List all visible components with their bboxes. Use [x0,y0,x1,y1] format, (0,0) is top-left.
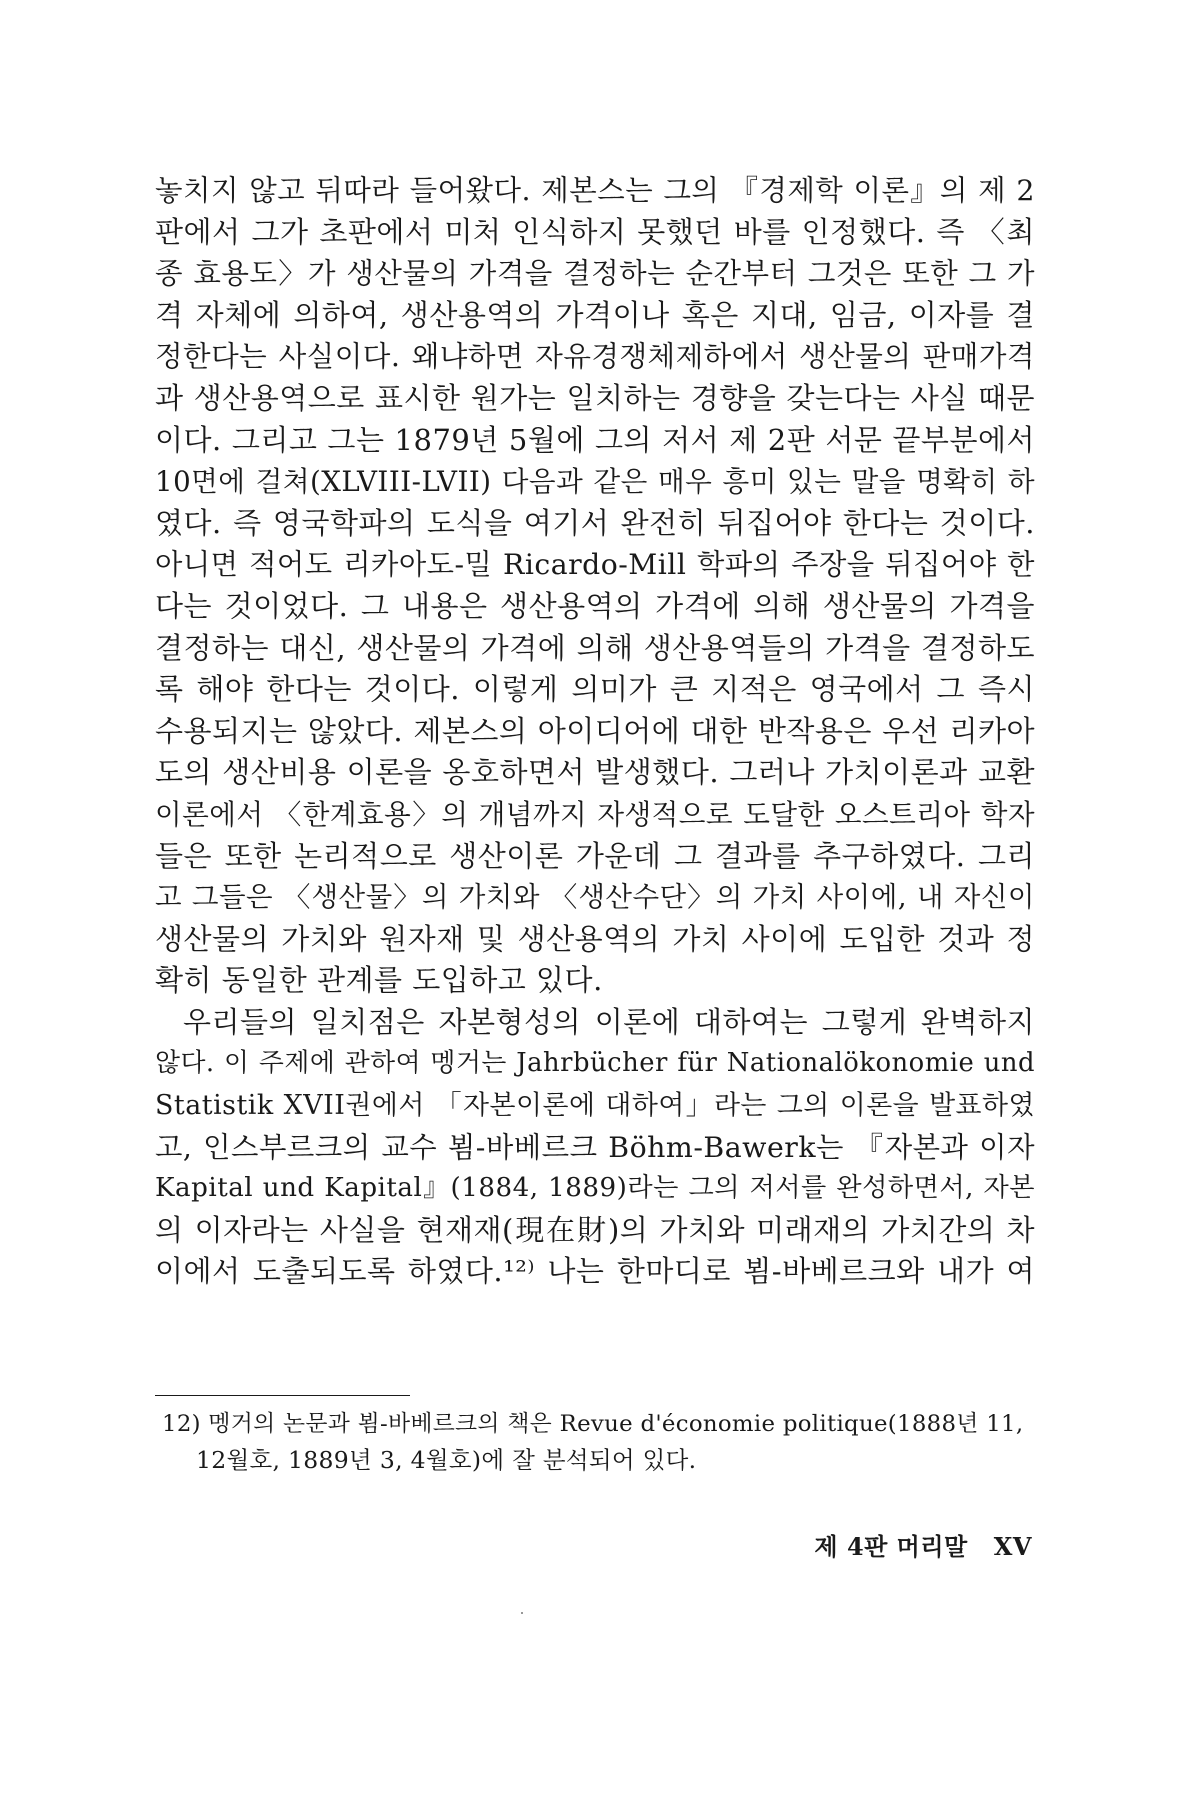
text-line: 생산물의 가치와 원자재 및 생산용역의 가치 사이에 도입한 것과 정 [155,921,1035,956]
scan-speck [521,1612,523,1614]
running-footer [814,1527,1032,1562]
text-line: 10면에 걸쳐(XLVIII-LVII) 다음과 같은 매우 흥미 있는 말을 명확히 하 [155,465,1035,499]
text-line: 였다. 즉 영국학파의 도식을 여기서 완전히 뒤집어야 한다는 것이다. [155,505,1035,540]
text-line: 과 생산용역으로 표시한 원가는 일치하는 경향을 갖는다는 사실 때문 [155,380,1035,415]
text-line: 이론에서 〈한계효용〉의 개념까지 자생적으로 도달한 오스트리아 학자 [155,797,1035,831]
text-line: 아니면 적어도 리카아도-밀 Ricardo-Mill 학파의 주장을 뒤집어야 한 [155,548,1035,582]
body-text [155,170,1035,1293]
text-line: 다는 것이었다. 그 내용은 생산용역의 가격에 의해 생산물의 가격을 [155,588,1035,623]
text-line: 들은 또한 논리적으로 생산이론 가운데 그 결과를 추구하였다. 그리 [155,838,1035,873]
text-line: 정한다는 사실이다. 왜냐하면 자유경쟁체제하에서 생산물의 판매가격 [155,340,1035,374]
text-line: 이에서 도출되도록 하였다.¹²⁾ 나는 한마디로 뵘-바베르크와 내가 여 [155,1254,1035,1289]
text-line: 고 그들은 〈생산물〉의 가치와 〈생산수단〉의 가치 사이에, 내 자신이 [155,881,1035,914]
text-line: 종 효용도〉가 생산물의 가격을 결정하는 순간부터 그것은 또한 그 가 [155,257,1035,291]
text-line: 록 해야 한다는 것이다. 이렇게 의미가 큰 지적은 영국에서 그 즉시 [155,672,1035,707]
footnote-line: 12월호, 1889년 3, 4월호)에 잘 분석되어 있다. [196,1446,697,1474]
paragraph-end-line: 확히 동일한 관계를 도입하고 있다. [155,963,603,998]
paragraph-start-line: 우리들의 일치점은 자본형성의 이론에 대하여는 그렇게 완벽하지 [183,1004,1035,1039]
footnote-divider [155,1395,410,1396]
text-line: 판에서 그가 초판에서 미처 인식하지 못했던 바를 인정했다. 즉 〈최 [155,214,1035,249]
footnotes [162,1406,1032,1478]
text-line: 격 자체에 의하여, 생산용역의 가격이나 혹은 지대, 임금, 이자를 결 [155,297,1035,332]
text-line: 수용되지는 않았다. 제본스의 아이디어에 대한 반작용은 우선 리카아 [155,713,1035,748]
text-line: 않다. 이 주제에 관하여 멩거는 Jahrbücher für Nationalökonomie und [155,1048,1035,1079]
page-number: XV [993,1532,1032,1561]
text-line: 놓치지 않고 뒤따라 들어왔다. 제본스는 그의 『경제학 이론』의 제 2 [155,174,1035,207]
footer-section-title: 제 4판 머리말 [814,1532,968,1561]
footnote-line: 12) 멩거의 논문과 뵘-바베르크의 책은 Revue d'économie politique(1888년 11, [162,1411,1024,1437]
text-line: Kapital und Kapital』(1884, 1889)라는 그의 저서를 완성하면서, 자본 [155,1173,1035,1204]
text-line: 의 이자라는 사실을 현재재(現在財)의 가치와 미래재의 가치간의 차 [155,1212,1035,1247]
text-line: Statistik XVII권에서 「자본이론에 대하여」라는 그의 이론을 발표하였 [155,1090,1035,1122]
text-line: 이다. 그리고 그는 1879년 5월에 그의 저서 제 2판 서문 끝부분에서 [155,422,1035,457]
text-line: 도의 생산비용 이론을 옹호하면서 발생했다. 그러나 가치이론과 교환 [155,755,1035,790]
text-line: 결정하는 대신, 생산물의 가격에 의해 생산용역들의 가격을 결정하도 [155,630,1035,665]
text-line: 고, 인스부르크의 교수 뵘-바베르크 Böhm-Bawerk는 『자본과 이자 [155,1130,1035,1164]
